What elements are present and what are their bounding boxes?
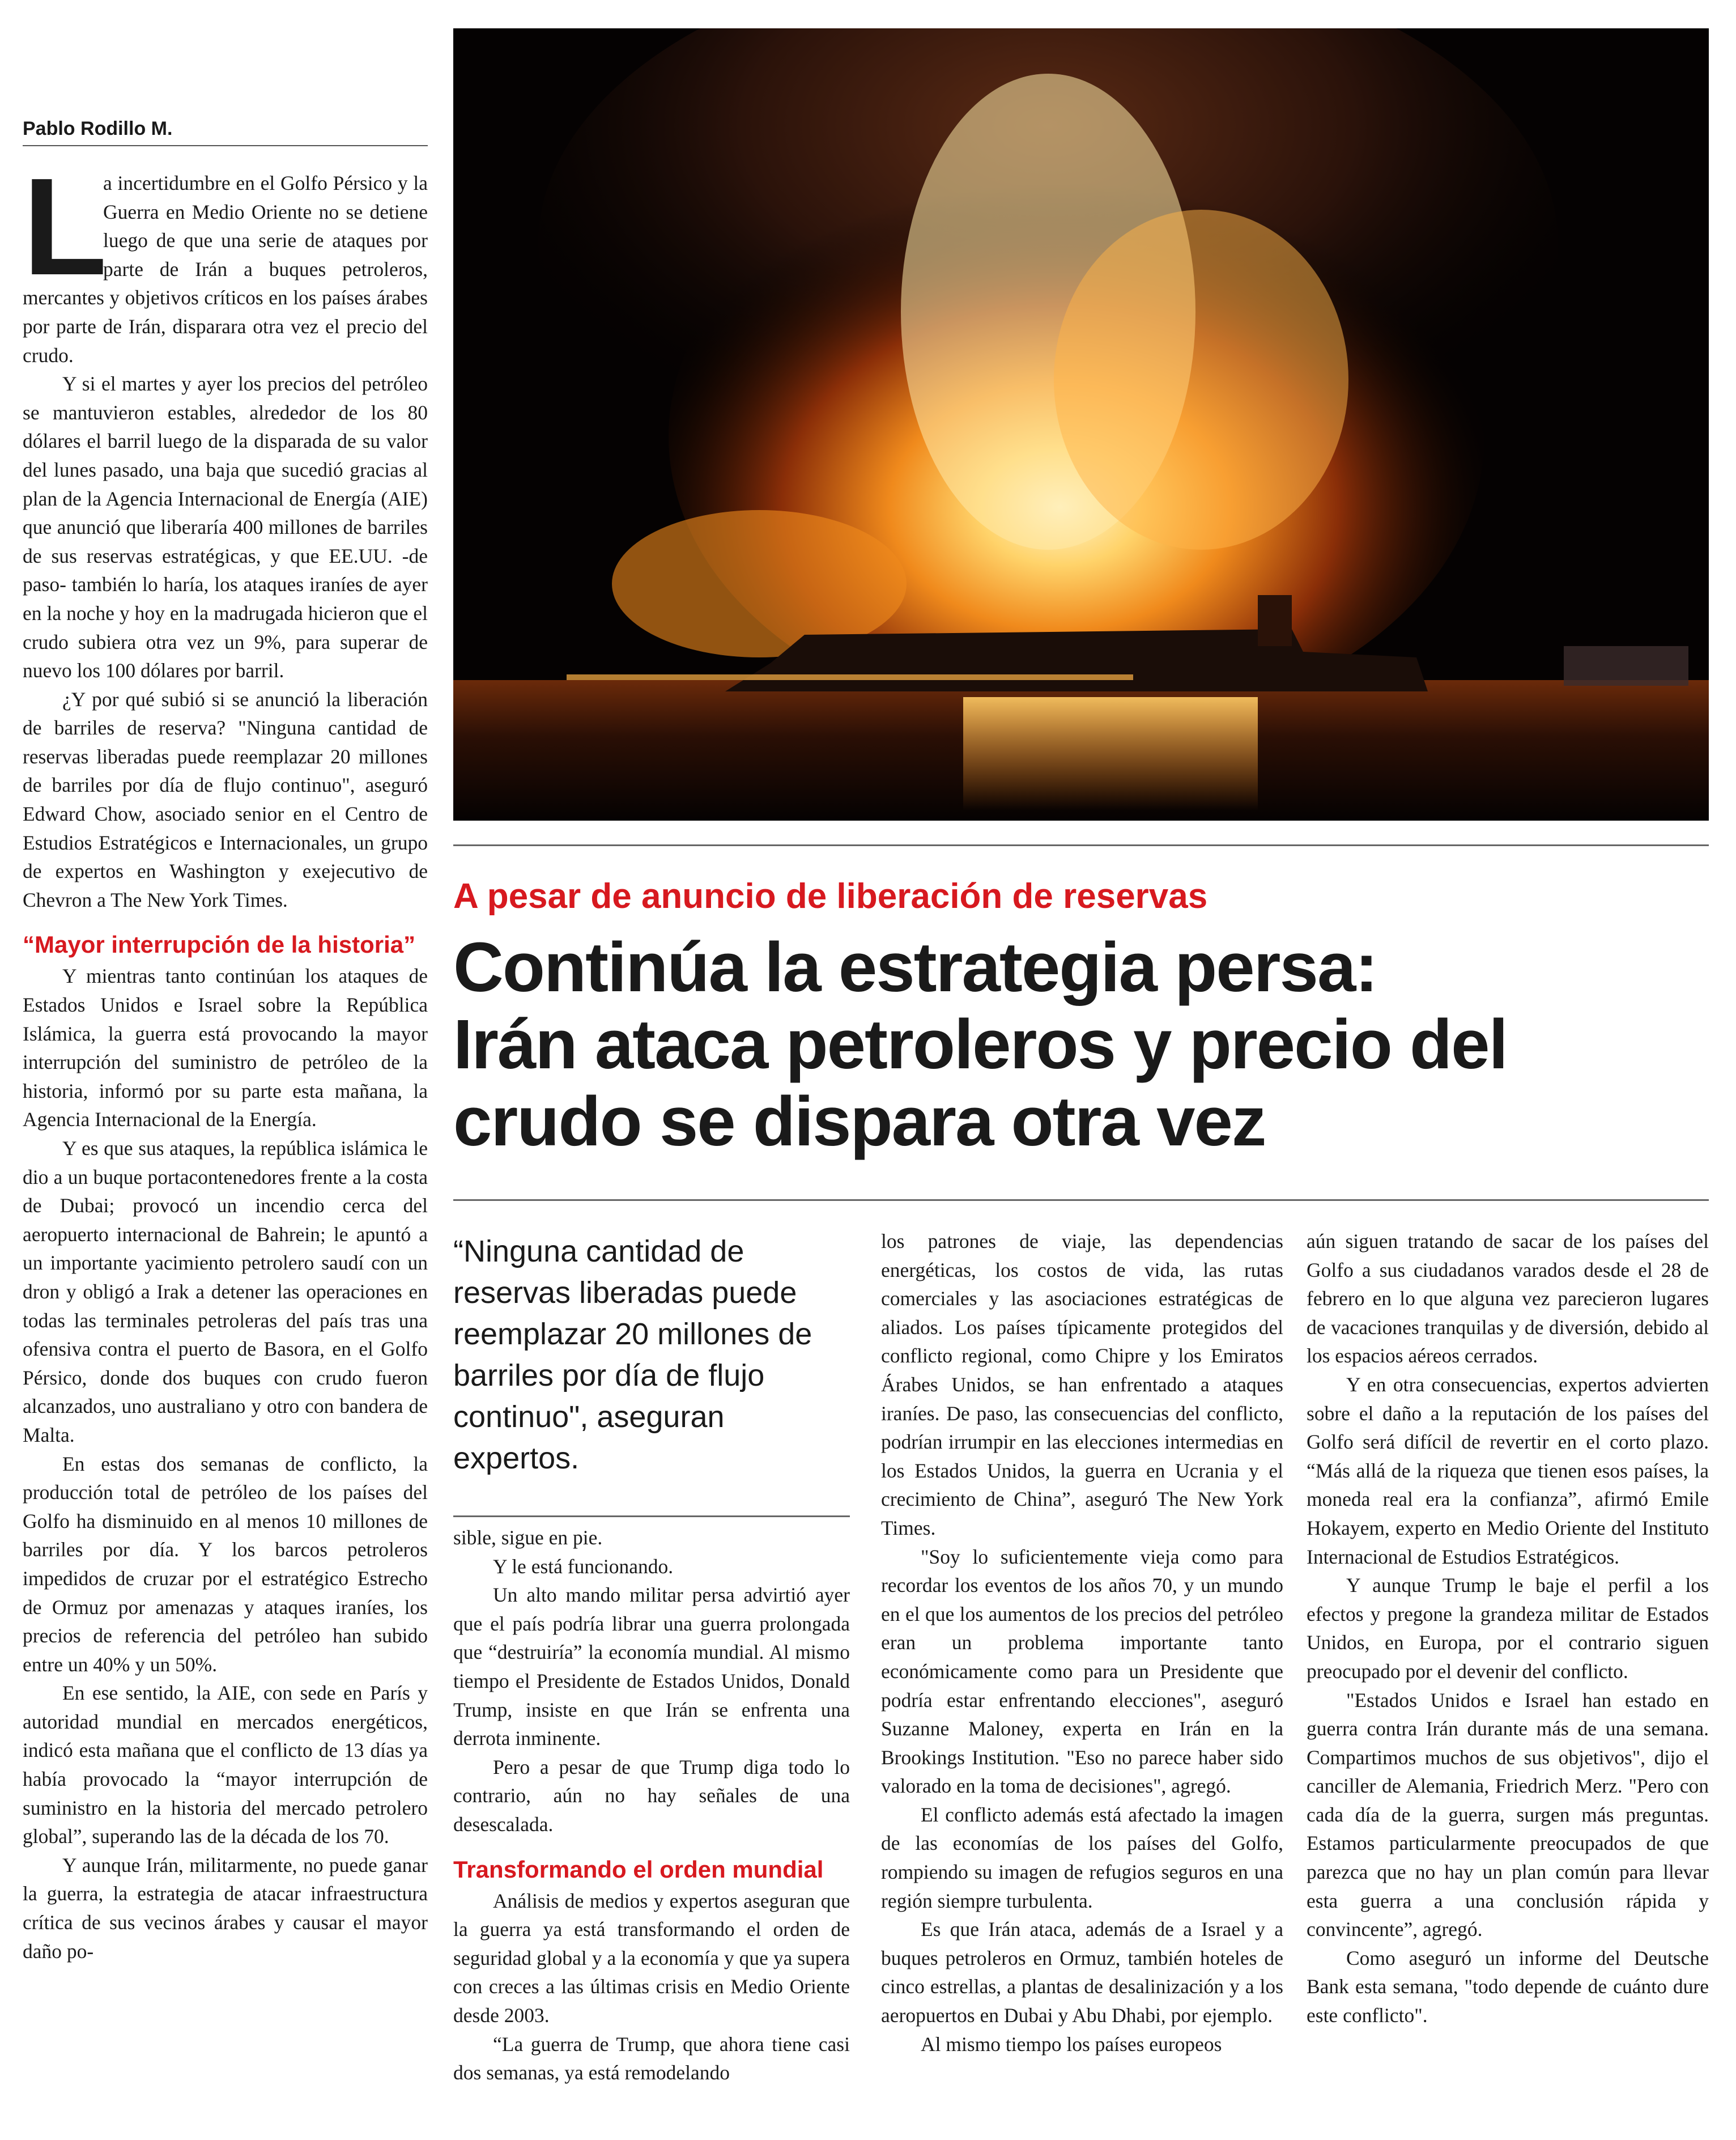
article-column-3 [881, 1227, 1283, 2058]
pull-quote: “Ninguna cantidad de reservas liberadas puede reemplazar 20 millones de barriles por día de flujo continuo", aseguran expertos. [453, 1234, 812, 1475]
paragraph: ¿Y por qué subió si se anunció la liberación de barriles de reserva? "Ninguna cantidad de reservas liberadas puede reemplazar 20 millones de barriles por día de flujo continuo", aseguró Edward Chow, asociado senior en el Centro de Estudios Estratégicos e Internacionales, un grupo de expertos en Washington y exejecutivo de Chevron a The New York Times. [23, 687, 428, 911]
paragraph: Y si el martes y ayer los precios del petróleo se mantuvieron estables, alrededor de los 80 dólares el barril luego de la disparada de su valor del lunes pasado, una baja que sucedió gracias al plan de la Agencia Internacional de Energía (AIE) que anunció que liberaría 400 millones de barriles de sus reservas estratégicas, y que EE.UU. -de paso- también lo haría, los ataques iraníes de ayer en la noche y hoy en la madrugada hicieron que el crudo subiera otra vez un 9%, para superar de nuevo los 100 dólares por barril. [23, 372, 428, 682]
byline: Pablo Rodillo M. [23, 118, 173, 139]
lead-paragraph [23, 149, 428, 370]
paragraph: "Soy lo suficientemente vieja como para recordar los eventos de los años 70, y un mundo en el que los aumentos de los precios del petróleo eran un problema importante tanto económicamente como para un Presidente que podría estar enfrentando elecciones", aseguró Suzanne Maloney, experta en Irán en la Brookings Institution. "Eso no parece haber sido valorado en la toma de decisiones", agregó. [881, 1545, 1283, 1798]
headline-line: Irán ataca petroleros y precio del [453, 1006, 1507, 1084]
lead-text: a incertidumbre en el Golfo Pérsico y la Guerra en Medio Oriente no se detiene luego de que una serie de ataques por parte de Irán a buques petroleros, mercantes y objetivos críticos en los países árabes por parte de Irán, disparara otra vez el precio del crudo. [23, 172, 428, 367]
paragraph: Y es que sus ataques, la república islámica le dio a un buque portacontenedores frente a la costa de Dubai; provocó un incendio cerca del aeropuerto internacional de Bahrein; le apuntó a un importante yacimiento petrolero saudí con un dron y obligó a Irak a detener las operaciones en todas las terminales petroleras del país tras una ofensiva contra el puerto de Basora, en el Golfo Pérsico, donde dos buques con crudo fueron alcanzados, uno australiano y otro con bandera de Malta. [23, 1137, 428, 1446]
paragraph: El conflicto además está afectado la imagen de las economías de los países del Golfo, rompiendo su imagen de refugios seguros en una región siempre turbulenta. [881, 1803, 1283, 1912]
paragraph: En estas dos semanas de conflicto, la producción total de petróleo de los países del Golfo ha disminuido en al menos 10 millones de barriles por día. Y los barcos petroleros impedidos de cruzar por el estratégico Estrecho de Ormuz por amenazas y ataques iraníes, los precios de referencia del petróleo han subido entre un 40% y un 50%. [23, 1452, 428, 1676]
paragraph: los patrones de viaje, las dependencias energéticas, los costos de vida, las rutas comerciales y las asociaciones estratégicas de aliados. Los países típicamente protegidos del conflicto regional, como Chipre y los Emiratos Árabes Unidos, se han enfrentado a ataques iraníes. De paso, las consecuencias del conflicto, podrían irrumpir en las elecciones intermedias en los Estados Unidos, la guerra en Ucrania y el crecimiento de China”, aseguró The New York Times. [881, 1230, 1283, 1539]
drop-cap: L [23, 149, 108, 304]
oil-tanker-fire-photo [453, 28, 1709, 821]
headline-kicker: A pesar de anuncio de liberación de reservas [453, 877, 1208, 916]
headline-bottom-divider [453, 1199, 1709, 1201]
paragraph: Y mientras tanto continúan los ataques de Estados Unidos e Israel sobre la República Islámica, la guerra está provocando la mayor interrupción del suministro de petróleo de la historia, informó por su parte esta mañana, la Agencia Internacional de la Energía. [23, 965, 428, 1131]
top-strip [0, 0, 1736, 20]
pull-quote-divider [453, 1515, 850, 1517]
byline-divider [23, 145, 428, 146]
headline-line: Continúa la estrategia persa: [453, 929, 1377, 1007]
paragraph: Como aseguró un informe del Deutsche Bank esta semana, "todo depende de cuánto dure este conflicto". [1307, 1946, 1709, 2027]
headline-line: crudo se dispara otra vez [453, 1083, 1266, 1161]
paragraph: "Estados Unidos e Israel han estado en guerra contra Irán durante más de una semana. Compartimos muchos de sus objetivos", dijo el canciller de Alemania, Friedrich Merz. "Pero con cada día de la guerra, surgen más preguntas. Estamos particularmente preocupados de que parezca que no hay un plan común para llevar esta guerra a una conclusión rápida y convincente”, agregó. [1307, 1688, 1709, 1941]
paragraph: aún siguen tratando de sacar de los países del Golfo a sus ciudadanos varados desde el 28 de febrero en lo que alguna vez parecieron lugares de vacaciones tranquilas y de diversión, debido al los espacios aéreos cerrados. [1307, 1230, 1709, 1368]
paragraph: Y aunque Irán, militarmente, no puede ganar la guerra, la estrategia de atacar infraestructura crítica de sus vecinos árabes y causar el mayor daño po- [23, 1853, 428, 1963]
paragraph: “La guerra de Trump, que ahora tiene casi dos semanas, ya está remodelando [453, 2032, 850, 2084]
headline-top-divider [453, 844, 1709, 846]
paragraph: En ese sentido, la AIE, con sede en París y autoridad mundial en mercados energéticos, indicó esta mañana que el conflicto de 13 días ya había provocado la “mayor interrupción de suministro en la historia del mercado petrolero global”, superando las de la década de los 70. [23, 1682, 428, 1848]
paragraph: Y en otra consecuencias, expertos advierten sobre el daño a la reputación de los países del Golfo será difícil de revertir en el corto plazo. “Más allá de la riqueza que tienen esos países, la moneda real era la confianza”, afirmó Emile Hokayem, experto en Medio Oriente del Instituto Internacional de Estudios Estratégicos. [1307, 1373, 1709, 1568]
paragraph: Análisis de medios y expertos aseguran que la guerra ya está transformando el orden de seguridad global y a la economía y que ya supera con creces a las últimas crisis en Medio Oriente desde 2003. [453, 1889, 850, 2027]
paragraph: Es que Irán ataca, además de a Israel y a buques petroleros en Ormuz, también hoteles de cinco estrellas, a plantas de desalinización y a los aeropuertos en Dubai y Abu Dhabi, por ejemplo. [881, 1918, 1283, 2027]
paragraph: Un alto mando militar persa advirtió ayer que el país podría librar una guerra prolongada que “destruiría” la economía mundial. Al mismo tiempo el Presidente de Estados Unidos, Donald Trump, insiste en que Irán se enfrenta una derrota inminente. [453, 1583, 850, 1750]
paragraph: Y le está funcionando. [493, 1555, 674, 1578]
main-headline [453, 929, 1717, 1161]
section-subhead: Transformando el orden mundial [453, 1855, 824, 1883]
article-column-4 [1307, 1227, 1709, 2030]
article-column-2 [453, 1523, 850, 2087]
section-subhead: “Mayor interrupción de la historia” [23, 931, 416, 958]
article-column-1 [23, 149, 428, 1965]
paragraph: sible, sigue en pie. [453, 1526, 603, 1549]
paragraph: Pero a pesar de que Trump diga todo lo contrario, aún no hay señales de una desescalada. [453, 1755, 850, 1836]
photo-illustration [453, 28, 1709, 821]
paragraph: Y aunque Trump le baje el perfil a los efectos y pregone la grandeza militar de Estados Unidos, en Europa, por el contrario siguen preocupado por el devenir del conflicto. [1307, 1574, 1709, 1683]
paragraph: Al mismo tiempo los países europeos [921, 2032, 1222, 2056]
